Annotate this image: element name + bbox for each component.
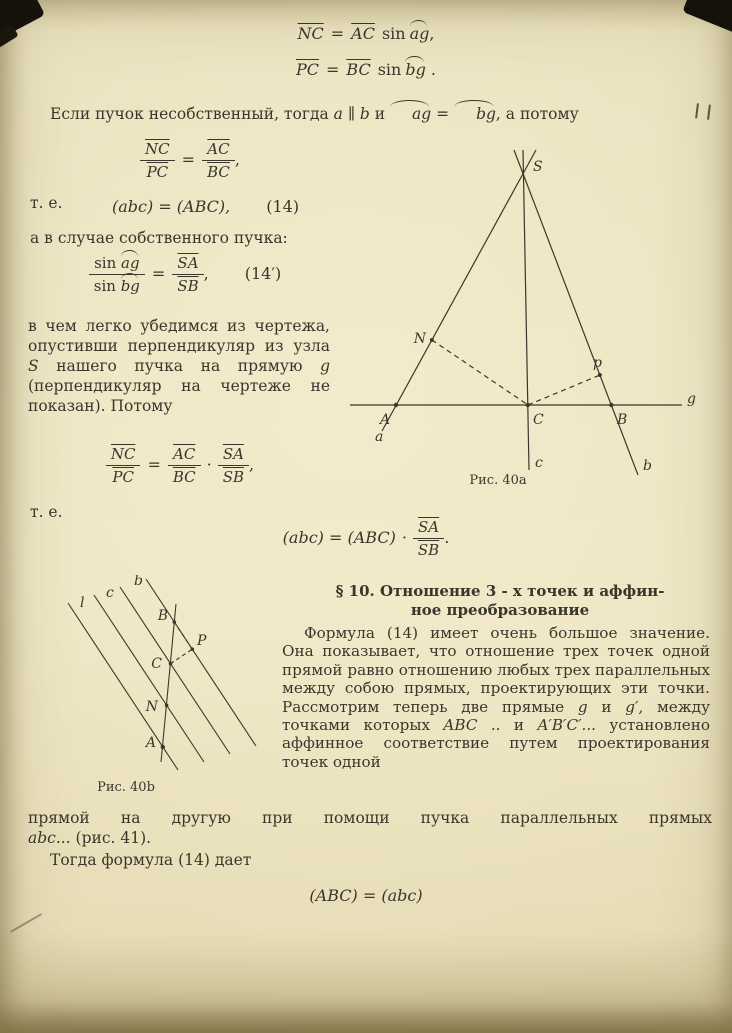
math-sb: SB [222, 468, 245, 486]
text-run: и [369, 105, 391, 123]
text-run [28, 828, 712, 848]
label-c: c [535, 455, 543, 471]
equals-sign: = [330, 24, 345, 43]
numerator [89, 254, 145, 275]
label-C: C [151, 656, 162, 672]
label-B: B [617, 412, 628, 428]
math-g-prime: g′, [625, 697, 644, 716]
fig40b-dashed-cp [171, 649, 193, 663]
figure-40a-caption: Рис. 40a [469, 473, 527, 488]
text-run: нашего пучка на прямую [38, 357, 321, 375]
label-A: A [145, 735, 156, 751]
point-N [165, 704, 169, 708]
text-that-is: т. е. [30, 194, 63, 212]
multiplication-dot: · [401, 528, 407, 547]
label-b: b [134, 575, 143, 589]
equals-sign: = [151, 264, 166, 283]
math-ac: $\overline{AC}$ [351, 24, 375, 43]
label-p: p [593, 355, 602, 371]
fig40a-dashed-nc [432, 340, 528, 405]
figure-40a [330, 135, 710, 490]
fraction [89, 254, 145, 295]
fraction [413, 518, 444, 559]
math-abc-equals-ABC: (abc) = (ABC), [112, 197, 231, 216]
label-S: S [533, 159, 543, 175]
period: . [444, 528, 450, 547]
comma: , [203, 264, 209, 283]
math-bg-arc: bg [454, 104, 496, 124]
math-sa: $\overline{SA}$ [413, 518, 444, 539]
point-C [526, 403, 530, 407]
math-abc-equals-ABC: (abc) = (ABC) [282, 528, 396, 547]
equals-sign: = [326, 60, 340, 79]
point-B [173, 620, 177, 624]
math-A-B-C-prime: A′B′C′... [537, 716, 597, 735]
fraction [168, 445, 201, 486]
section-heading-line2: ное преобразование [410, 601, 590, 619]
formula-nc-ac [0, 24, 732, 43]
section-heading [290, 582, 710, 620]
math-sb: SB [417, 541, 440, 559]
multiplication-dot: · [206, 455, 212, 474]
math-abc-dots: abc... [28, 829, 71, 847]
text-run: прямой на другую при помощи пучка параллельных прямых [28, 809, 712, 827]
math-ac: $\overline{AC}$ [202, 140, 235, 161]
math-bg-arc: bg [120, 277, 140, 295]
formula-ratio-nc-pc [70, 140, 310, 181]
text-run: между точками которых [282, 697, 711, 735]
math-nc: $\overline{NC}$ [140, 140, 175, 161]
math-nc: $\overline{NC}$ [297, 24, 324, 43]
math-bc: $\overline{BC}$ [346, 60, 371, 79]
point-A [394, 403, 398, 407]
math-sb: SB [177, 277, 199, 295]
math-sa: $\overline{SA}$ [218, 445, 249, 466]
section-heading-line1: § 10. Отношение 3 - х точек и аффин- [335, 582, 665, 600]
paragraph-if-pencil-improper [28, 104, 700, 124]
math-ABC-equals-abc: (ABC) = (abc) [309, 886, 423, 905]
equals-sign: = [181, 150, 196, 169]
text-then-formula-14-gives: Тогда формула (14) дает [50, 851, 252, 869]
sin-operator: sin [93, 277, 116, 295]
math-g: g [577, 697, 588, 716]
formula-abc-product [0, 518, 732, 559]
label-a: a [375, 429, 384, 445]
fraction [140, 140, 175, 181]
denominator [89, 275, 145, 295]
label-C: C [533, 412, 544, 428]
equation-number-14: (14) [266, 197, 300, 216]
fraction [172, 254, 203, 295]
fig40a-dashed-cp [528, 375, 600, 405]
label-b: b [643, 458, 652, 474]
equation-number-14-prime: (14′) [244, 264, 282, 283]
formula-ABC-abc [0, 886, 732, 905]
paragraph-formula-14-meaning [282, 624, 710, 771]
fig40b-point-dots [161, 620, 195, 749]
label-N: N [145, 699, 158, 715]
point-P [191, 647, 195, 651]
math-pc: PC [112, 468, 134, 486]
point-C [169, 662, 173, 666]
label-c: c [106, 585, 114, 601]
sin-operator: sin [377, 60, 402, 79]
math-g: g [320, 357, 330, 375]
math-ABC: ABC .. [443, 716, 501, 735]
period: . [425, 60, 436, 79]
fig40a-line-a [382, 150, 536, 431]
math-ag-arc: ag [121, 254, 140, 272]
text-run: (перпендикуляр на чертеже не показан). Потому [28, 377, 330, 415]
text-run: , а потому [495, 105, 579, 123]
math-ag-arc: ag [390, 104, 431, 124]
comma: , [429, 24, 435, 43]
label-B: B [157, 608, 168, 624]
text-run: = [431, 105, 455, 123]
fig40b-line-4 [68, 603, 178, 770]
equals-sign: = [147, 455, 161, 474]
text-run: (рис. 41). [70, 829, 152, 847]
text-run: Если пучок несобственный, тогда [50, 105, 334, 123]
formula-14 [112, 197, 299, 216]
fraction [202, 140, 235, 181]
point-B [609, 403, 613, 407]
math-sa: $\overline{SA}$ [172, 254, 203, 275]
comma: , [249, 455, 255, 474]
label-l: l [80, 595, 85, 611]
math-ag-arc: ag [409, 24, 430, 43]
point-A [161, 745, 165, 749]
math-bc: BC [207, 163, 230, 181]
math-pc: PC [146, 163, 169, 181]
math-nc: $\overline{NC}$ [106, 445, 141, 466]
figure-40b-caption: Рис. 40b [97, 780, 155, 795]
fig40b-line-b [146, 579, 256, 746]
label-N: N [413, 331, 426, 347]
fraction [218, 445, 249, 486]
text-run: в чем легко убедимся из чертежа, опустивши перпендикуляр из узла [28, 317, 330, 355]
paragraph-perpendicular-note [28, 316, 330, 416]
comma: , [234, 150, 240, 169]
text-run: Формула (14) имеет очень большое значение. Она показывает, что отношение трех точек одной прямой равно отношению любых трех параллельных между собою прямых, проектирующих эти точки. Рассмотрим теперь две прямые [282, 624, 710, 716]
math-bc: BC [172, 468, 196, 486]
label-A: A [380, 412, 391, 428]
figure-40b [48, 575, 263, 805]
label-g: g [687, 391, 696, 407]
fig40a-line-c [523, 150, 529, 470]
text-run: и [587, 697, 626, 716]
math-bg-arc: bg [405, 60, 426, 79]
math-ac: $\overline{AC}$ [168, 445, 201, 466]
sin-operator: sin [94, 254, 117, 272]
text-run: и [500, 716, 538, 735]
text-run: установлено аффинное соответствие путем проектирования точек одной [282, 716, 711, 771]
point-N [430, 338, 434, 342]
text-proper-pencil-case: а в случае собственного пучка: [30, 229, 288, 247]
point-P [598, 373, 602, 377]
pencil-mark-bottom-left [10, 913, 42, 933]
text-that-is: т. е. [30, 503, 63, 521]
label-P: P [197, 633, 207, 649]
math-S: S [28, 357, 39, 375]
formula-14-prime [30, 254, 340, 295]
fraction [106, 445, 141, 486]
formula-pc-bc [0, 60, 732, 79]
formula-product-ratios [30, 445, 330, 486]
fig40b-transversal [161, 604, 176, 762]
sin-operator: sin [381, 24, 406, 43]
math-a-parallel-b: a ∥ b [333, 105, 370, 123]
paragraph-continuation [28, 808, 712, 848]
math-pc: $\overline{PC}$ [295, 60, 319, 79]
